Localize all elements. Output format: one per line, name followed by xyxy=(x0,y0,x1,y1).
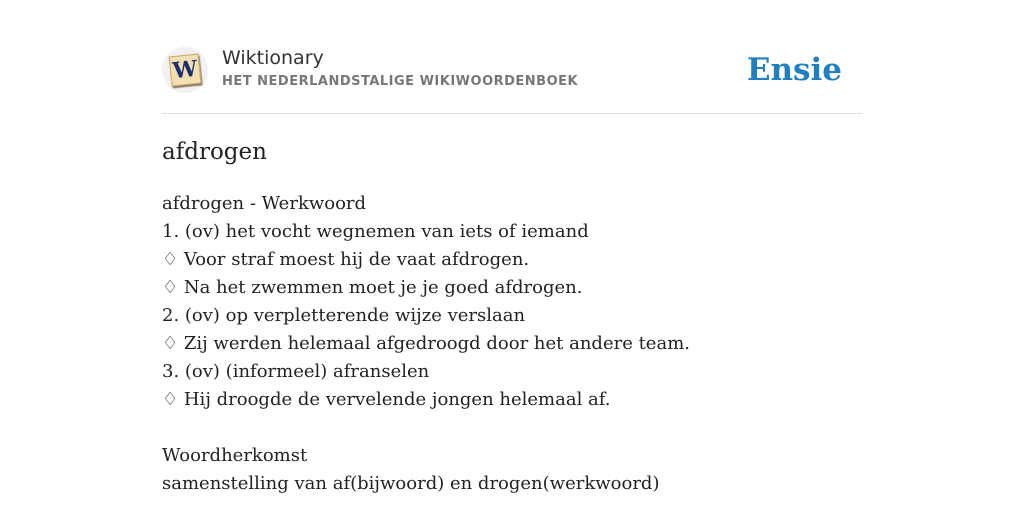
definition-3: 3. (ov) (informeel) afranselen xyxy=(162,361,430,382)
site-title[interactable]: Wiktionary xyxy=(222,47,324,69)
ensie-brand-link[interactable]: Ensie xyxy=(746,52,842,88)
site-header xyxy=(162,46,862,96)
example-3a: ♢ Hij droogde de vervelende jongen helemaal af. xyxy=(162,389,611,410)
wiktionary-logo[interactable] xyxy=(162,47,208,93)
page xyxy=(162,0,862,512)
etymology-text: samenstelling van af(bijwoord) en drogen(werkwoord) xyxy=(162,473,660,494)
logo-letter: W xyxy=(171,55,199,85)
example-1a: ♢ Voor straf moest hij de vaat afdrogen. xyxy=(162,249,530,270)
example-2a: ♢ Zij werden helemaal afgedroogd door het andere team. xyxy=(162,333,690,354)
example-1b: ♢ Na het zwemmen moet je je goed afdrogen. xyxy=(162,277,583,298)
header-divider xyxy=(162,113,862,114)
page-title: afdrogen xyxy=(162,139,267,165)
entry-body xyxy=(162,190,862,498)
section-spacer xyxy=(162,414,862,442)
site-subtitle: HET NEDERLANDSTALIGE WIKIWOORDENBOEK xyxy=(222,74,579,89)
definition-2: 2. (ov) op verpletterende wijze verslaan xyxy=(162,305,526,326)
logo-tile-icon xyxy=(169,54,202,87)
etymology-heading: Woordherkomst xyxy=(162,445,308,466)
definition-1: 1. (ov) het vocht wegnemen van iets of iemand xyxy=(162,221,589,242)
entry-line-pos: afdrogen - Werkwoord xyxy=(162,193,367,214)
